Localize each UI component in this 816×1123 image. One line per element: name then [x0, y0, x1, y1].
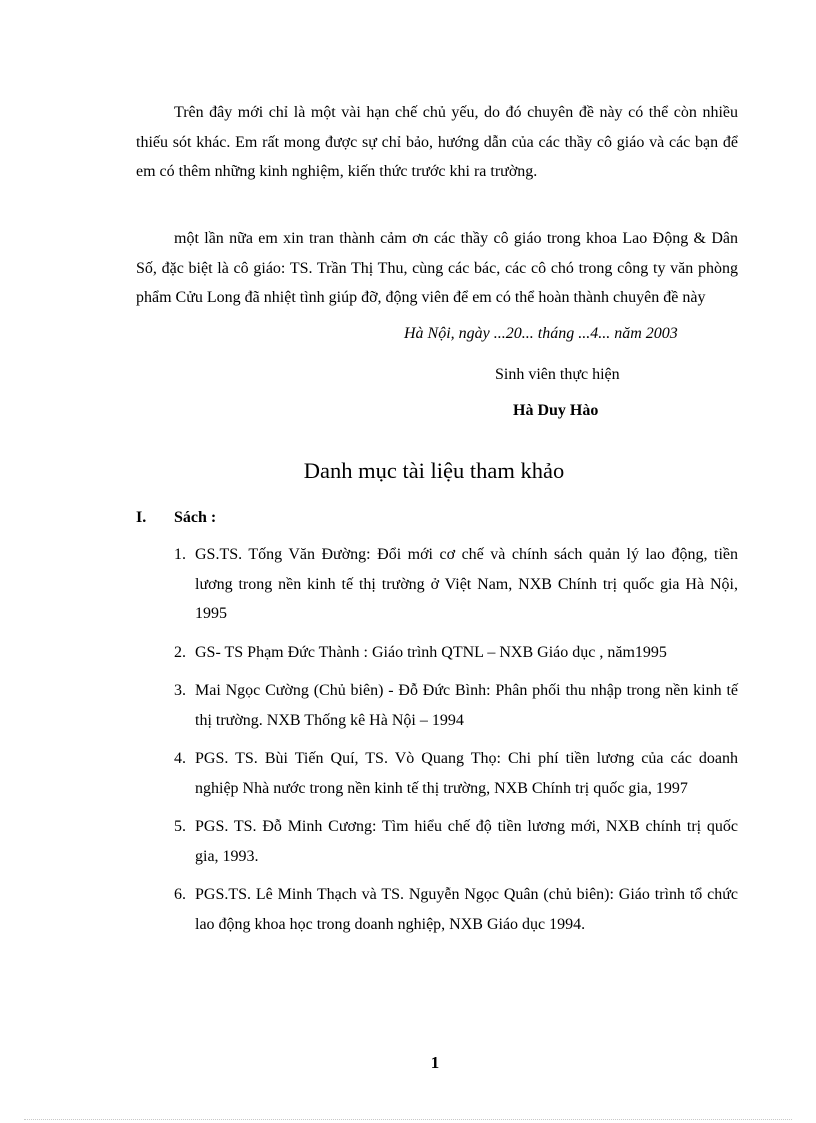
reference-text: PGS. TS. Đỗ Minh Cương: Tìm hiểu chế độ tiền lương mới, NXB chính trị quốc gia, 1993. [195, 818, 738, 865]
reference-item [174, 676, 738, 735]
closing-paragraph-2: một lần nữa em xin tran thành cảm ơn các thầy cô giáo trong khoa Lao Động & Dân Số, đặc biệt là cô giáo: TS. Trần Thị Thu, cùng các bác, các cô chó trong công ty văn phòng phẩm Cửu Long đã nhiệt tình giúp đỡ, động viên để em có thể hoàn thành chuyên đề này [136, 230, 738, 306]
section-heading [136, 509, 216, 527]
date-line: Hà Nội, ngày ...20... tháng ...4... năm 2003 [404, 325, 678, 342]
reference-number: 4. [174, 750, 186, 767]
reference-list [174, 540, 738, 948]
reference-number: 5. [174, 818, 186, 835]
signer-role: Sinh viên thực hiện [495, 366, 620, 383]
section-number: I. [136, 509, 147, 526]
reference-text: PGS. TS. Bùi Tiến Quí, TS. Vò Quang Thọ: Chi phí tiền lương của các doanh nghiệp Nhà nước trong nền kinh tế thị trường, NXB Chính trị quốc gia, 1997 [195, 750, 738, 797]
reference-text: GS- TS Phạm Đức Thành : Giáo trình QTNL – NXB Giáo dục , năm1995 [195, 643, 667, 661]
reference-number: 1. [174, 546, 186, 563]
page-bottom-divider [24, 1119, 792, 1120]
references-heading: Danh mục tài liệu tham khảo [303, 458, 565, 483]
reference-item [174, 812, 738, 871]
reference-item [174, 540, 738, 629]
section-title: Sách : [174, 509, 217, 526]
reference-number: 3. [174, 682, 186, 699]
reference-text: GS.TS. Tống Văn Đường: Đổi mới cơ chế và chính sách quản lý lao động, tiền lương trong nền kinh tế thị trường ở Việt Nam, NXB Chính trị quốc gia Hà Nội, 1995 [195, 546, 738, 622]
reference-text: PGS.TS. Lê Minh Thạch và TS. Nguyễn Ngọc Quân (chủ biên): Giáo trình tổ chức lao động khoa học trong doanh nghiệp, NXB Giáo dục 1994. [195, 886, 738, 933]
reference-item [174, 638, 738, 668]
reference-number: 2. [174, 643, 186, 661]
reference-item [174, 880, 738, 939]
closing-paragraph-1: Trên đây mới chỉ là một vài hạn chế chủ yếu, do đó chuyên đề này có thể còn nhiều thiếu sót khác. Em rất mong được sự chỉ bảo, hướng dẫn của các thầy cô giáo và các bạn để em có thêm những kinh nghiệm, kiến thức trước khi ra trường. [136, 104, 738, 180]
signer-name: Hà Duy Hào [513, 402, 599, 419]
reference-item [174, 744, 738, 803]
page-number: 1 [430, 1053, 440, 1072]
reference-text: Mai Ngọc Cường (Chủ biên) - Đỗ Đức Bình: Phân phối thu nhập trong nền kinh tế thị trường. NXB Thống kê Hà Nội – 1994 [195, 682, 738, 729]
reference-number: 6. [174, 886, 186, 903]
